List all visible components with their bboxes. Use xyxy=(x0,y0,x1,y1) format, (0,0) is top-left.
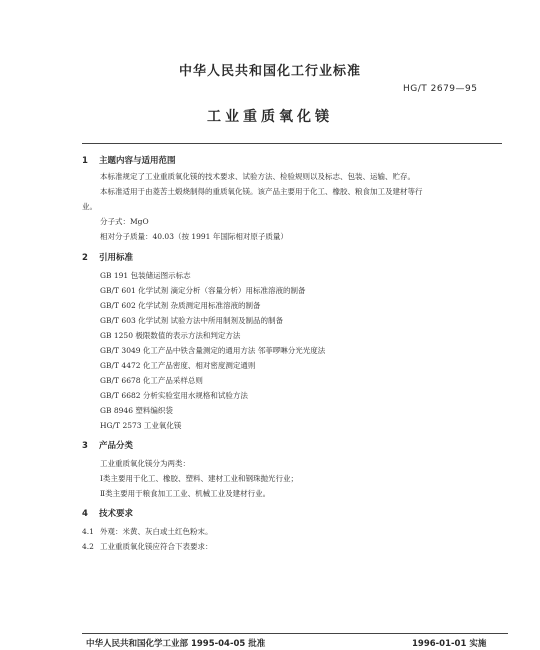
section-title: 引用标准 xyxy=(98,253,133,263)
requirement-4-2 xyxy=(82,541,213,552)
section-number: 3 xyxy=(82,441,88,451)
classification-intro: 工业重质氧化镁分为两类： xyxy=(100,459,190,468)
reference-item: GB 1250 极限数值的表示方法和判定方法 xyxy=(100,331,241,340)
clause-text: 工业重质氧化镁应符合下表要求： xyxy=(100,542,213,551)
reference-item: GB/T 6678 化工产品采样总则 xyxy=(100,376,203,385)
reference-item: HG/T 2573 工业氧化镁 xyxy=(100,421,182,430)
classification-class-2: Ⅱ类主要用于粮食加工工业、机械工业及建材行业。 xyxy=(100,489,271,498)
section-4-heading xyxy=(82,507,133,519)
footer-divider xyxy=(82,633,508,634)
reference-item: GB/T 3049 化工产品中铁含量测定的通用方法 邻菲啰啉分光光度法 xyxy=(100,346,326,355)
implementation-date: 1996-01-01 实施 xyxy=(412,639,487,649)
clause-text: 外观：米黄、灰白或土红色粉末。 xyxy=(100,527,213,536)
section-1-paragraph-2-continuation: 业。 xyxy=(82,202,97,211)
issuing-organization: 中华人民共和国化工行业标准 xyxy=(178,64,361,79)
section-1-paragraph-2: 本标准适用于由菱苦土煅烧制得的重质氧化镁。该产品主要用于化工、橡胶、粮食加工及建材等行 xyxy=(100,187,423,196)
section-2-heading xyxy=(82,251,133,263)
section-number: 4 xyxy=(82,509,88,519)
requirement-4-1 xyxy=(82,526,213,537)
molecular-formula: 分子式：MgO xyxy=(100,217,149,226)
header-divider xyxy=(82,143,502,144)
clause-number: 4.1 xyxy=(82,527,94,536)
section-title: 主题内容与适用范围 xyxy=(98,156,176,166)
standard-number: HG/T 2679—95 xyxy=(403,84,478,94)
section-3-heading xyxy=(82,439,133,451)
section-number: 1 xyxy=(82,156,88,166)
section-1-heading xyxy=(82,154,175,166)
reference-item: GB/T 601 化学试剂 滴定分析（容量分析）用标准溶液的制备 xyxy=(100,286,306,295)
approval-statement: 中华人民共和国化学工业部 1995-04-05 批准 xyxy=(86,639,266,649)
section-title: 技术要求 xyxy=(98,509,133,519)
reference-item: GB/T 4472 化工产品密度、相对密度测定通则 xyxy=(100,361,256,370)
reference-item: GB/T 6682 分析实验室用水规格和试验方法 xyxy=(100,391,248,400)
section-1-paragraph-1: 本标准规定了工业重质氧化镁的技术要求、试验方法、检验规则以及标志、包装、运输、贮存。 xyxy=(100,172,415,181)
section-number: 2 xyxy=(82,253,88,263)
classification-class-1: Ⅰ类主要用于化工、橡胶、塑料、建材工业和钢珠抛光行业； xyxy=(100,474,298,483)
clause-number: 4.2 xyxy=(82,542,94,551)
document-title: 工业重质氧化镁 xyxy=(207,109,333,125)
reference-item: GB/T 602 化学试剂 杂质测定用标准溶液的制备 xyxy=(100,301,261,310)
reference-item: GB 191 包装储运图示标志 xyxy=(100,271,191,280)
reference-item: GB/T 603 化学试剂 试验方法中所用制剂及制品的制备 xyxy=(100,316,283,325)
section-title: 产品分类 xyxy=(98,441,133,451)
relative-molecular-mass: 相对分子质量：40.03（按 1991 年国际相对原子质量） xyxy=(100,232,288,241)
reference-item: GB 8946 塑料编织袋 xyxy=(100,406,173,415)
